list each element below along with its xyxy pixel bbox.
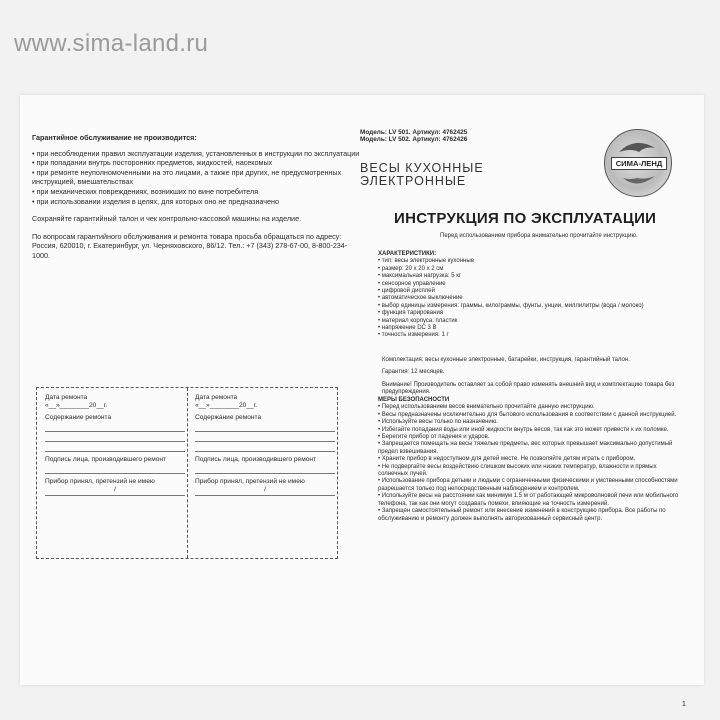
signature-slash-line: / <box>45 486 185 496</box>
content-label: Содержание ремонта <box>45 414 112 421</box>
blank-line <box>45 432 185 442</box>
spec-item: • размер: 20 x 20 x 2 см <box>378 266 678 273</box>
warranty-title: Гарантийное обслуживание не производится: <box>32 133 197 142</box>
accepted-label: Прибор принял, претензий не имею <box>195 478 305 485</box>
safety-item: • Используйте весы на расстоянии как минимум 1.5 м от работающей микроволновой печи или мобильного телефона, так как они могут создавать помехи, влияющие на точность измерений. <box>378 493 684 508</box>
contact-info: По вопросам гарантийного обслуживания и ремонта товара просьба обращаться по адресу: Россия, 620010, г. Екатеринбург, ул. Черняховского, 86/12. Тел.: +7 (343) 278-67-00, 8-800-234-1000. <box>32 231 348 260</box>
model-line-1: Модель: LV 501. Артикул: 4762425 <box>360 129 468 136</box>
blank-line <box>195 432 335 442</box>
safety-item: • Берегите прибор от падения и ударов. <box>378 434 684 441</box>
safety-item: • Перед использованием весов внимательно прочитайте данную инструкцию. <box>378 404 684 411</box>
product-name: ВЕСЫ КУХОННЫЕ ЭЛЕКТРОННЫЕ <box>360 160 484 188</box>
keep-note: Сохраняйте гарантийный талон и чек контрольно-кассовой машины на изделие. <box>32 214 302 224</box>
date-label: Дата ремонта <box>45 394 88 401</box>
attention-text: Внимание! Производитель оставляет за собой право изменять внешний вид и комплектацию товара без предупреждения. <box>382 381 675 396</box>
accepted-label: Прибор принял, претензий не имею <box>45 478 155 485</box>
page-number: 1 <box>682 701 686 708</box>
safety-item: • Избегайте попадания воды или иной жидкости внутрь весов, так как это может привести к их поломке. <box>378 427 684 434</box>
watermark: www.sima-land.ru <box>14 30 209 57</box>
blank-line <box>195 442 335 452</box>
logo-text: СИМА-ЛЕНД <box>611 157 667 170</box>
repair-coupons <box>36 387 338 559</box>
warranty-section <box>32 133 362 261</box>
instruction-sheet <box>20 95 704 708</box>
signature-label: Подпись лица, производившего ремонт <box>45 456 167 463</box>
blank-line <box>45 422 185 432</box>
model-line-2: Модель: LV 502. Артикул: 4762426 <box>360 136 468 144</box>
safety-item: • Запрещается помещать на весы тяжелые предметы, вес которых превышает максимально допустимый предел взвешивания. <box>378 441 684 456</box>
spec-item: • выбор единицы измерения: граммы, килограммы, фунты, унции, миллилитры (вода / молоко) <box>378 303 678 310</box>
warranty-item: • при ремонте неуполномоченными на это лицами, а также при других, не предусмотренных инструкцией, вмешательствах <box>32 168 362 187</box>
safety-item: • Используйте весы только по назначению. <box>378 419 684 426</box>
spec-item: • материал корпуса: пластик <box>378 318 678 325</box>
kit-text: Комплектация: весы кухонные электронные, батарейки, инструкция, гарантийный талон. <box>382 357 630 363</box>
safety-item: • Использование прибора детьми и людьми с ограниченными физическими и умственными способностями разрешается только под непосредственным наблюдением и контролем. <box>378 478 684 493</box>
blank-line <box>45 464 185 474</box>
warranty-item: • при несоблюдении правил эксплуатации изделия, установленных в инструкции по эксплуатации <box>32 149 362 159</box>
safety-item: • Весы предназначены исключительно для бытового использования в соответствии с данной инструкцией. <box>378 412 684 419</box>
warranty-item: • при механических повреждениях, возникших по вине потребителя <box>32 187 362 197</box>
spec-item: • цифровой дисплей <box>378 288 678 295</box>
safety-list <box>378 404 684 523</box>
spec-item: • максимальная нагрузка: 5 кг <box>378 273 678 280</box>
pre-note: Перед использованием прибора внимательно прочитайте инструкцию. <box>440 233 638 239</box>
blank-line <box>195 464 335 474</box>
instruction-section <box>360 129 690 708</box>
repair-coupon-1 <box>45 394 185 496</box>
spec-item: • сенсорное управление <box>378 281 678 288</box>
date-line: «__»________20__г. <box>45 402 108 409</box>
content-label: Содержание ремонта <box>195 414 262 421</box>
sima-land-seal-logo <box>604 129 672 197</box>
spec-item: • тип: весы электронные кухонные <box>378 258 678 265</box>
signature-label: Подпись лица, производившего ремонт <box>195 456 317 463</box>
repair-coupon-2 <box>195 394 335 496</box>
spec-item: • точность измерения: 1 г <box>378 332 678 339</box>
specs-section <box>378 251 678 340</box>
blank-line <box>45 442 185 452</box>
signature-slash-line: / <box>195 486 335 496</box>
blank-line <box>195 422 335 432</box>
main-title: ИНСТРУКЦИЯ ПО ЭКСПЛУАТАЦИИ <box>394 210 657 227</box>
guarantee-text: Гарантия: 12 месяцев. <box>382 369 445 376</box>
safety-item: • Храните прибор в недоступном для детей месте. Не позволяйте детям играть с прибором. <box>378 456 684 463</box>
warranty-list <box>32 149 362 207</box>
safety-section <box>378 397 684 523</box>
warranty-item: • при попадании внутрь посторонних предметов, жидкостей, насекомых <box>32 158 362 168</box>
specs-list <box>378 258 678 339</box>
safety-item: • Запрещен самостоятельный ремонт или внесение изменений в конструкцию прибора. Все работы по обслуживанию и ремонту должен выполнять авторизованный сервисный центр. <box>378 508 684 523</box>
spec-item: • напряжение DC 3 В <box>378 325 678 332</box>
date-label: Дата ремонта <box>195 394 238 401</box>
safety-item: • Не подвергайте весы воздействию слишком высоких или низких температур, влажности и прямых солнечных лучей. <box>378 464 684 479</box>
specs-title: ХАРАКТЕРИСТИКИ: <box>378 251 437 257</box>
extras-section <box>382 357 682 402</box>
coupon-separator <box>187 388 188 558</box>
warranty-item: • при использовании изделия в целях, для которых оно не предназначено <box>32 197 362 207</box>
safety-title: МЕРЫ БЕЗОПАСНОСТИ <box>378 397 450 403</box>
date-line: «__»________20__г. <box>195 402 258 409</box>
spec-item: • автоматическое выключение <box>378 295 678 302</box>
spec-item: • функция тарирования <box>378 310 678 317</box>
